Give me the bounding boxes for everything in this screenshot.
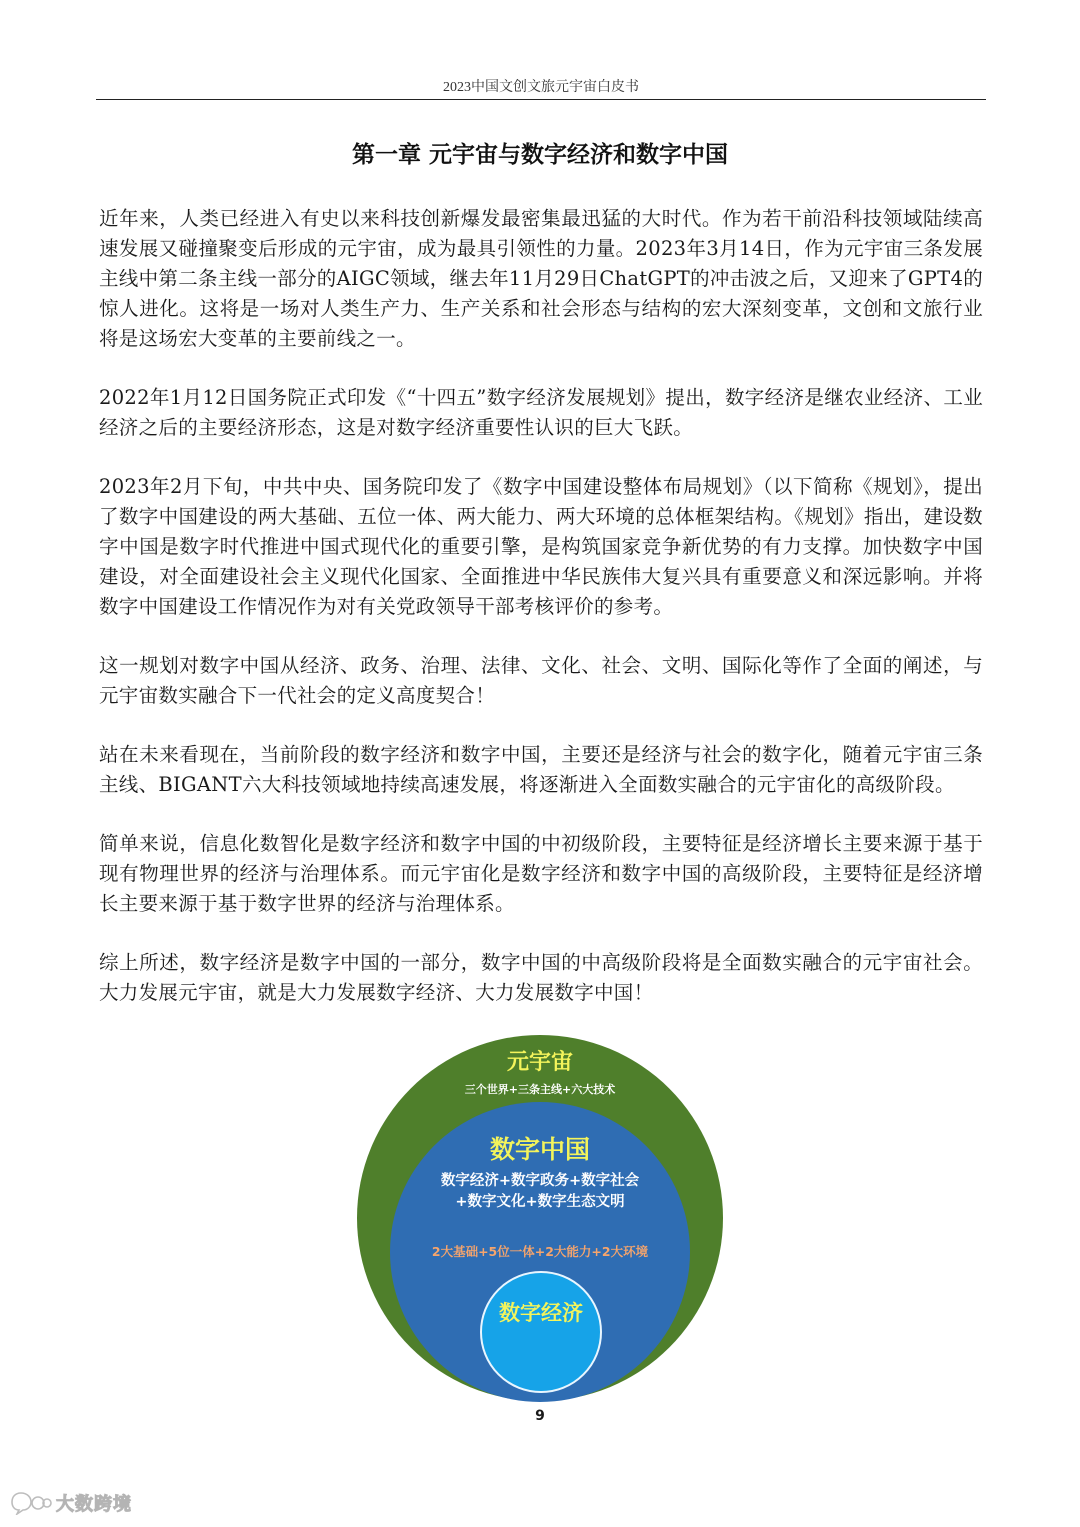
watermark (10, 1490, 132, 1516)
paragraph: 近年来，人类已经进入有史以来科技创新爆发最密集最迅猛的大时代。作为若干前沿科技领域陆续高速发展又碰撞聚变后形成的元宇宙，成为最具引领性的力量。2023年3月14日，作为元宇宙三条发展主线中第二条主线一部分的AIGC领域，继去年11月29日ChatGPT的冲击波之后，又迎来了GPT4的惊人进化。这将是一场对人类生产力、生产关系和社会形态与结构的宏大深刻变革，文创和文旅行业将是这场宏大变革的主要前线之一。 (99, 207, 983, 350)
nested-circle-diagram (357, 1035, 723, 1401)
digital-china-description: 数字经济+数字政务+数字社会+数字文化+数字生态文明 (440, 1173, 640, 1210)
header-divider (96, 99, 986, 100)
digital-china-title: 数字中国 (489, 1135, 590, 1164)
digital-economy-circle (480, 1271, 602, 1393)
paragraph: 2023年2月下旬，中共中央、国务院印发了《数字中国建设整体布局规划》（以下简称《规划》，提出了数字中国建设的两大基础、五位一体、两大能力、两大环境的总体框架结构。《规划》指出，建设数字中国是数字时代推进中国式现代化的重要引擎，是构筑国家竞争新优势的有力支撑。加快数字中国建设，对全面建设社会主义现代化国家、全面推进中华民族伟大复兴具有重要意义和深远影响。并将数字中国建设工作情况作为对有关党政领导干部考核评价的参考。 (99, 475, 983, 618)
chat-bubble-logo-icon (10, 1491, 52, 1515)
paragraph: 2022年1月12日国务院正式印发《“十四五”数字经济发展规划》提出，数字经济是继农业经济、工业经济之后的主要经济形态，这是对数字经济重要性认识的巨大飞跃。 (99, 386, 983, 439)
paragraph: 综上所述，数字经济是数字中国的一部分，数字中国的中高级阶段将是全面数实融合的元宇宙社会。大力发展元宇宙，就是大力发展数字经济、大力发展数字中国！ (99, 951, 983, 1004)
paragraph: 简单来说，信息化数智化是数字经济和数字中国的中初级阶段，主要特征是经济增长主要来源于基于现有物理世界的经济与治理体系。而元宇宙化是数字经济和数字中国的高级阶段，主要特征是经济增长主要来源于基于数字世界的经济与治理体系。 (99, 832, 983, 915)
paragraph: 站在未来看现在，当前阶段的数字经济和数字中国，主要还是经济与社会的数字化，随着元宇宙三条主线、BIGANT六大科技领域地持续高速发展，将逐渐进入全面数实融合的元宇宙化的高级阶段。 (99, 743, 983, 796)
running-header: 2023中国文创文旅元宇宙白皮书 (443, 80, 639, 95)
paragraph: 这一规划对数字中国从经济、政务、治理、法律、文化、社会、文明、国际化等作了全面的阐述，与元宇宙数实融合下一代社会的定义高度契合！ (99, 654, 983, 707)
metaverse-subtitle: 三个世界+三条主线+六大技术 (464, 1083, 616, 1096)
digital-china-subtitle: 2大基础+5位一体+2大能力+2大环境 (431, 1244, 649, 1259)
digital-economy-title: 数字经济 (499, 1301, 583, 1325)
metaverse-title: 元宇宙 (506, 1050, 573, 1075)
page-number: 9 (535, 1408, 545, 1424)
chapter-title: 第一章 元宇宙与数字经济和数字中国 (351, 142, 728, 168)
body-text (99, 204, 983, 1037)
watermark-text: 大数跨境 (56, 1494, 132, 1515)
